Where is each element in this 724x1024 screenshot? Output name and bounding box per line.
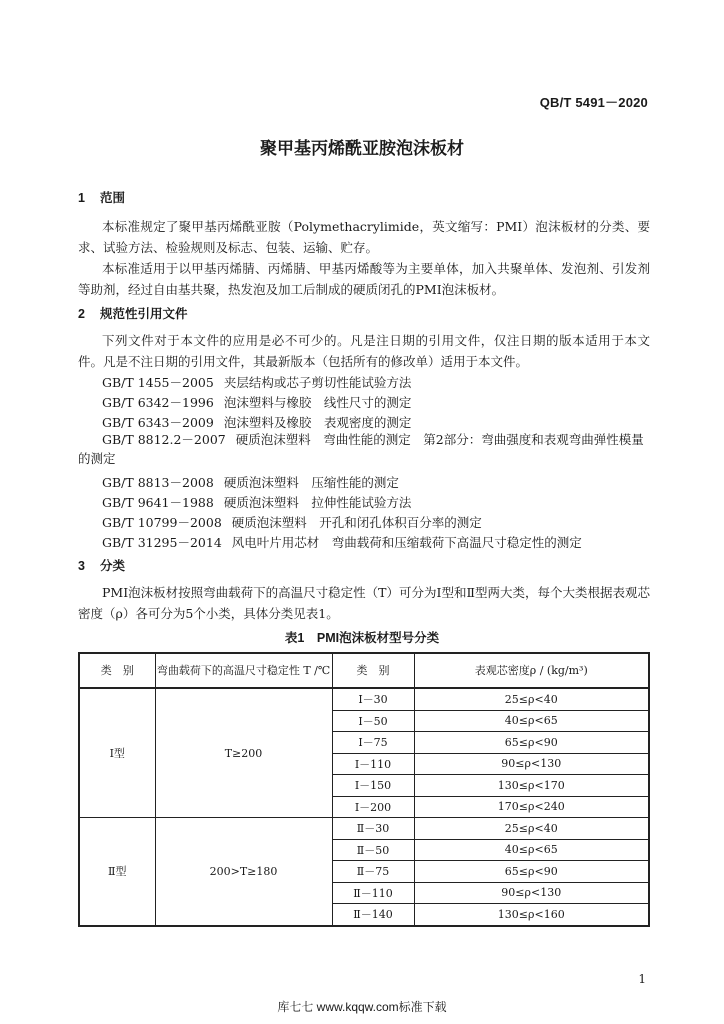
reference-name: 硬质泡沫塑料 拉伸性能试验方法 [223,495,412,510]
subtype-cell: Ⅰ－30 [332,688,414,710]
density-cell: 130≤ρ<160 [414,904,649,926]
table-header-row [79,653,649,688]
table-row [79,818,649,840]
reference-item [78,430,650,468]
density-cell: 170≤ρ<240 [414,796,649,818]
reference-code: GB/T 9641－1988 [102,495,214,510]
subtype-cell: Ⅱ－75 [332,861,414,883]
section-2-intro: 下列文件对于本文件的应用是必不可少的。凡是注日期的引用文件，仅注日期的版本适用于本文件。凡是不注日期的引用文件，其最新版本（包括所有的修改单）适用于本文件。 [78,333,650,369]
reference-code: GB/T 8812.2－2007 [102,432,226,447]
classification-table [78,652,650,927]
section-1-heading [78,188,125,206]
reference-name: 硬质泡沫塑料 压缩性能的测定 [223,475,399,490]
reference-code: GB/T 1455－2005 [102,375,214,390]
reference-name: 夹层结构或芯子剪切性能试验方法 [223,375,412,390]
reference-code: GB/T 8813－2008 [102,475,214,490]
stability-cell: 200>T≥180 [155,818,332,926]
section-1-title: 范围 [100,191,126,205]
header-density: 表观芯密度ρ / (kg/m³) [414,653,649,688]
reference-name: 泡沫塑料与橡胶 线性尺寸的测定 [223,395,412,410]
footer-watermark: 库七七 www.kqqw.com标准下载 [277,1000,447,1014]
section-1-number: 1 [78,191,85,205]
reference-item [102,493,411,511]
reference-item [102,533,582,551]
subtype-cell: Ⅰ－75 [332,732,414,754]
subtype-cell: Ⅰ－110 [332,753,414,775]
section-2-number: 2 [78,307,85,321]
reference-item [102,413,411,431]
subtype-cell: Ⅰ－150 [332,775,414,797]
reference-item [102,513,482,531]
stability-cell: T≥200 [155,688,332,818]
density-cell: 25≤ρ<40 [414,818,649,840]
density-cell: 40≤ρ<65 [414,710,649,732]
reference-item [102,373,411,391]
reference-name: 硬质泡沫塑料 开孔和闭孔体积百分率的测定 [231,515,482,530]
section-3-heading [78,556,125,574]
section-2-heading [78,304,188,322]
subtype-cell: Ⅱ－30 [332,818,414,840]
table-caption: 表1 PMI泡沫板材型号分类 [284,631,440,645]
header-subtype: 类 别 [332,653,414,688]
reference-item [102,393,411,411]
reference-item [102,473,399,491]
subtype-cell: Ⅰ－200 [332,796,414,818]
density-cell: 130≤ρ<170 [414,775,649,797]
reference-code: GB/T 31295－2014 [102,535,222,550]
table-row [79,688,649,710]
section-3-number: 3 [78,559,85,573]
section-1-paragraph-2: 本标准适用于以甲基丙烯腈、丙烯腈、甲基丙烯酸等为主要单体，加入共聚单体、发泡剂、引发剂等助剂，经过自由基共聚，热发泡及加工后制成的硬质闭孔的PMI泡沫板材。 [78,261,650,297]
header-category: 类 别 [79,653,155,688]
density-cell: 25≤ρ<40 [414,688,649,710]
reference-code: GB/T 6343－2009 [102,415,214,430]
density-cell: 40≤ρ<65 [414,839,649,861]
page-number: 1 [638,972,646,986]
section-1-paragraph-1: 本标准规定了聚甲基丙烯酰亚胺（Polymethacrylimide，英文缩写：PMI）泡沫板材的分类、要求、试验方法、检验规则及标志、包装、运输、贮存。 [78,219,650,255]
density-cell: 65≤ρ<90 [414,732,649,754]
reference-name: 硬质泡沫塑料 弯曲性能的测定 第2部分：弯曲强度和表观弯曲弹性模量的测定 [78,432,644,466]
section-3-title: 分类 [100,559,126,573]
reference-name: 泡沫塑料及橡胶 表观密度的测定 [223,415,412,430]
density-cell: 65≤ρ<90 [414,861,649,883]
header-stability: 弯曲载荷下的高温尺寸稳定性 T /℃ [155,653,332,688]
subtype-cell: Ⅱ－50 [332,839,414,861]
document-title: 聚甲基丙烯酰亚胺泡沫板材 [260,139,464,158]
subtype-cell: Ⅱ－140 [332,904,414,926]
section-2-title: 规范性引用文件 [100,307,188,321]
category-cell: Ⅰ型 [79,688,155,818]
category-cell: Ⅱ型 [79,818,155,926]
reference-code: GB/T 10799－2008 [102,515,222,530]
density-cell: 90≤ρ<130 [414,753,649,775]
standard-number: QB/T 5491－2020 [539,95,648,110]
reference-code: GB/T 6342－1996 [102,395,214,410]
section-3-paragraph: PMI泡沫板材按照弯曲载荷下的高温尺寸稳定性（T）可分为Ⅰ型和Ⅱ型两大类，每个大类根据表观芯密度（ρ）各可分为5个小类，具体分类见表1。 [78,585,650,621]
subtype-cell: Ⅱ－110 [332,882,414,904]
subtype-cell: Ⅰ－50 [332,710,414,732]
density-cell: 90≤ρ<130 [414,882,649,904]
reference-name: 风电叶片用芯材 弯曲载荷和压缩载荷下高温尺寸稳定性的测定 [231,535,582,550]
